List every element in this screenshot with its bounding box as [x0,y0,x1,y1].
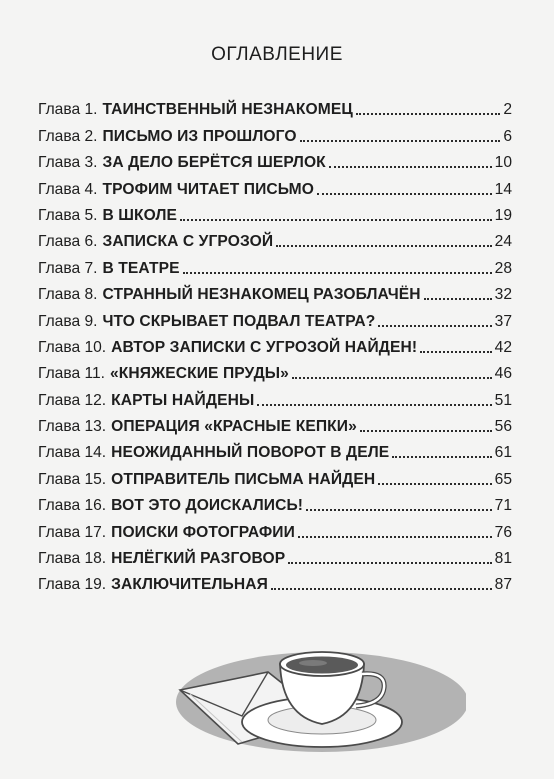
toc-entry [38,410,512,436]
toc-entry-dot-leader [292,377,492,379]
toc-entry-chapter-number: Глава 14. [38,444,107,462]
toc-entry-chapter-number: Глава 18. [38,550,107,568]
toc-entry-title: ПИСЬМО ИЗ ПРОШЛОГО [102,127,297,145]
toc-entry-chapter-number: Глава 12. [38,391,107,409]
toc-entry [38,199,512,225]
toc-entry-chapter-number: Глава 10. [38,338,107,356]
toc-entry [38,515,512,541]
toc-entry-title: ВОТ ЭТО ДОИСКАЛИСЬ! [111,497,304,515]
toc-entry-title: АВТОР ЗАПИСКИ С УГРОЗОЙ НАЙДЕН! [111,338,418,356]
toc-entry-dot-leader [183,272,492,274]
toc-entry-chapter-number: Глава 2. [38,127,98,145]
toc-entry-page-number: 6 [503,127,512,145]
toc-entry-page-number: 2 [503,101,512,119]
toc-entry-title: НЕОЖИДАННЫЙ ПОВОРОТ В ДЕЛЕ [111,444,390,462]
teacup-and-letter-icon [172,620,466,760]
toc-entry [38,251,512,277]
toc-entry [38,278,512,304]
toc-entry [38,331,512,357]
toc-entry-chapter-number: Глава 9. [38,312,98,330]
toc-entry-dot-leader [424,298,492,300]
toc-entry-page-number: 81 [494,550,512,568]
toc-entry-dot-leader [300,140,501,142]
toc-entry-dot-leader [180,219,492,221]
toc-entry-page-number: 71 [494,497,512,515]
toc-entry [38,357,512,383]
toc-list [38,93,512,594]
toc-entry-page-number: 61 [494,444,512,462]
toc-entry [38,436,512,462]
toc-entry [38,172,512,198]
toc-entry-dot-leader [298,536,492,538]
toc-entry-chapter-number: Глава 16. [38,497,107,515]
toc-entry-chapter-number: Глава 19. [38,576,107,594]
toc-entry-page-number: 37 [494,312,512,330]
toc-entry-chapter-number: Глава 7. [38,259,98,277]
toc-entry [38,489,512,515]
toc-entry-title: ОТПРАВИТЕЛЬ ПИСЬМА НАЙДЕН [111,470,376,488]
toc-entry-chapter-number: Глава 1. [38,101,98,119]
toc-entry-dot-leader [317,193,492,195]
toc-entry-page-number: 28 [494,259,512,277]
toc-heading: ОГЛАВЛЕНИЕ [211,44,343,65]
toc-entry-dot-leader [257,404,491,406]
toc-entry-chapter-number: Глава 5. [38,206,98,224]
toc-entry-page-number: 65 [494,470,512,488]
toc-entry-title: НЕЛЁГКИЙ РАЗГОВОР [111,550,286,568]
toc-entry-page-number: 56 [494,418,512,436]
toc-entry-dot-leader [306,509,492,511]
toc-entry-title: В ТЕАТРЕ [102,259,180,277]
toc-entry-title: СТРАННЫЙ НЕЗНАКОМЕЦ РАЗОБЛАЧЁН [102,286,421,304]
toc-entry-dot-leader [392,456,491,458]
toc-entry [38,542,512,568]
toc-entry-dot-leader [420,351,492,353]
toc-entry-dot-leader [378,483,491,485]
toc-entry-page-number: 42 [494,338,512,356]
toc-entry [38,119,512,145]
toc-entry-chapter-number: Глава 8. [38,286,98,304]
toc-entry-chapter-number: Глава 3. [38,154,98,172]
toc-entry-title: КАРТЫ НАЙДЕНЫ [111,391,255,409]
toc-entry-title: В ШКОЛЕ [102,206,178,224]
toc-entry-title: ЗА ДЕЛО БЕРЁТСЯ ШЕРЛОК [102,154,326,172]
toc-entry [38,93,512,119]
toc-entry [38,568,512,594]
toc-entry-dot-leader [271,588,492,590]
toc-entry-page-number: 87 [494,576,512,594]
toc-entry-dot-leader [356,113,500,115]
toc-entry [38,146,512,172]
toc-entry-title: ЗАПИСКА С УГРОЗОЙ [102,233,274,251]
toc-entry-chapter-number: Глава 13. [38,418,107,436]
toc-entry-page-number: 24 [494,233,512,251]
toc-entry [38,383,512,409]
toc-entry-page-number: 46 [494,365,512,383]
toc-entry-dot-leader [378,325,491,327]
toc-entry-title: ПОИСКИ ФОТОГРАФИИ [111,523,295,541]
toc-entry-title: ОПЕРАЦИЯ «КРАСНЫЕ КЕПКИ» [111,418,357,436]
toc-entry-dot-leader [329,166,492,168]
toc-entry-title: ТАИНСТВЕННЫЙ НЕЗНАКОМЕЦ [102,101,353,119]
toc-entry-chapter-number: Глава 4. [38,180,98,198]
toc-entry-title: «КНЯЖЕСКИЕ ПРУДЫ» [109,365,289,383]
toc-entry-page-number: 51 [494,391,512,409]
toc-entry-page-number: 10 [494,154,512,172]
toc-entry-chapter-number: Глава 6. [38,233,98,251]
toc-entry-dot-leader [288,562,491,564]
toc-entry-title: ЧТО СКРЫВАЕТ ПОДВАЛ ТЕАТРА? [102,312,376,330]
toc-entry-chapter-number: Глава 11. [38,365,105,383]
toc-entry-page-number: 14 [494,180,512,198]
toc-entry-title: ТРОФИМ ЧИТАЕТ ПИСЬМО [102,180,315,198]
toc-entry-page-number: 19 [494,206,512,224]
toc-entry-dot-leader [276,245,491,247]
toc-entry [38,462,512,488]
toc-entry-dot-leader [360,430,492,432]
toc-entry-title: ЗАКЛЮЧИТЕЛЬНАЯ [111,576,268,594]
toc-entry-chapter-number: Глава 15. [38,470,107,488]
toc-entry-page-number: 76 [494,523,512,541]
toc-entry-page-number: 32 [494,286,512,304]
toc-entry [38,304,512,330]
toc-entry [38,225,512,251]
toc-entry-chapter-number: Глава 17. [38,523,107,541]
